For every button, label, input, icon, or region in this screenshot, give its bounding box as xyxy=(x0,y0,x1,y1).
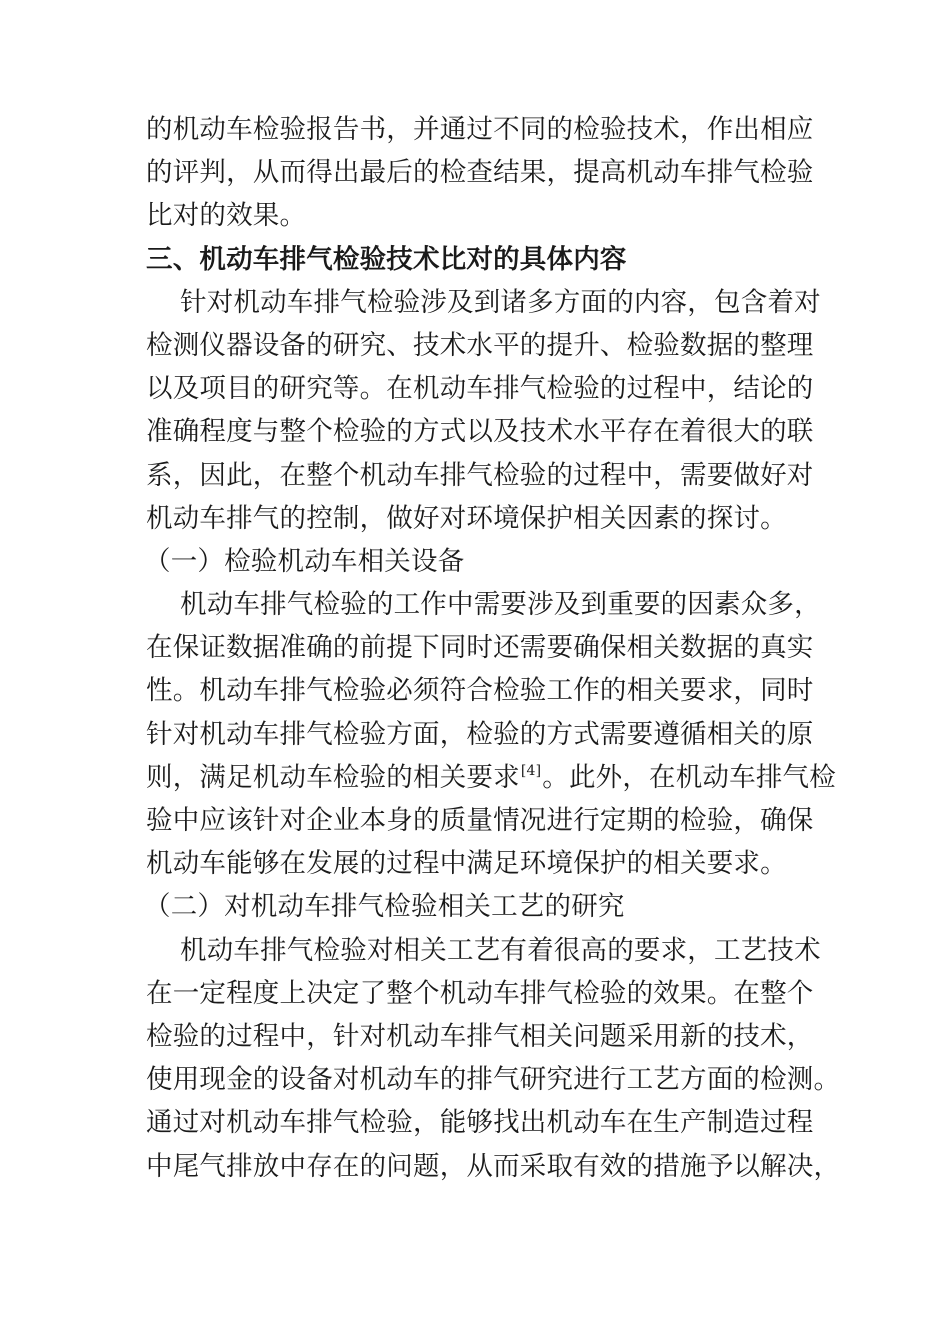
section-3-paragraph xyxy=(146,281,821,540)
text-segment: 则，满足机动车检验的相关要求 xyxy=(146,761,520,793)
subsection-1-heading: （一）检验机动车相关设备 xyxy=(144,545,465,577)
text-line: 比对的效果。 xyxy=(146,200,307,232)
text-line: 机动车排气检验对相关工艺有着很高的要求，工艺技术 xyxy=(180,934,821,966)
text-line: 通过对机动车排气检验，能够找出机动车在生产制造过程 xyxy=(146,1107,814,1139)
text-line: 机动车排气的控制，做好对环境保护相关因素的探讨。 xyxy=(146,502,787,534)
text-line: 检测仪器设备的研究、技术水平的提升、检验数据的整理 xyxy=(146,329,814,361)
document-page xyxy=(144,108,841,1188)
text-line: 中尾气排放中存在的问题，从而采取有效的措施予以解决， xyxy=(146,1150,841,1182)
text-line-with-citation xyxy=(146,756,836,799)
intro-paragraph xyxy=(146,108,814,238)
text-line: 检验的过程中，针对机动车排气相关问题采用新的技术， xyxy=(146,1020,814,1052)
text-line: 机动车排气检验的工作中需要涉及到重要的因素众多， xyxy=(180,589,821,621)
text-line: 在一定程度上决定了整个机动车排气检验的效果。在整个 xyxy=(146,977,814,1009)
subsection-1-paragraph xyxy=(146,583,836,885)
text-line: 以及项目的研究等。在机动车排气检验的过程中，结论的 xyxy=(146,373,814,405)
subsection-2-paragraph xyxy=(146,929,841,1188)
text-line: 性。机动车排气检验必须符合检验工作的相关要求，同时 xyxy=(146,675,814,707)
text-line: 准确程度与整个检验的方式以及技术水平存在着很大的联 xyxy=(146,416,814,448)
text-line: 机动车能够在发展的过程中满足环境保护的相关要求。 xyxy=(146,848,787,880)
subsection-2-heading: （二）对机动车排气检验相关工艺的研究 xyxy=(144,891,625,923)
section-3-heading: 三、机动车排气检验技术比对的具体内容 xyxy=(146,243,627,275)
text-line: 使用现金的设备对机动车的排气研究进行工艺方面的检测。 xyxy=(146,1064,841,1096)
text-line: 的评判，从而得出最后的检查结果，提高机动车排气检验 xyxy=(146,157,814,189)
text-line: 在保证数据准确的前提下同时还需要确保相关数据的真实 xyxy=(146,632,814,664)
text-line: 针对机动车排气检验方面，检验的方式需要遵循相关的原 xyxy=(146,718,814,750)
text-line: 验中应该针对企业本身的质量情况进行定期的检验，确保 xyxy=(146,805,814,836)
text-line: 的机动车检验报告书，并通过不同的检验技术，作出相应 xyxy=(146,114,814,145)
text-segment: 。此外，在机动车排气检 xyxy=(542,761,836,793)
citation-ref[interactable]: [4] xyxy=(520,762,542,779)
text-line: 系，因此，在整个机动车排气检验的过程中，需要做好对 xyxy=(146,459,814,491)
text-line: 针对机动车排气检验涉及到诸多方面的内容，包含着对 xyxy=(180,286,821,318)
